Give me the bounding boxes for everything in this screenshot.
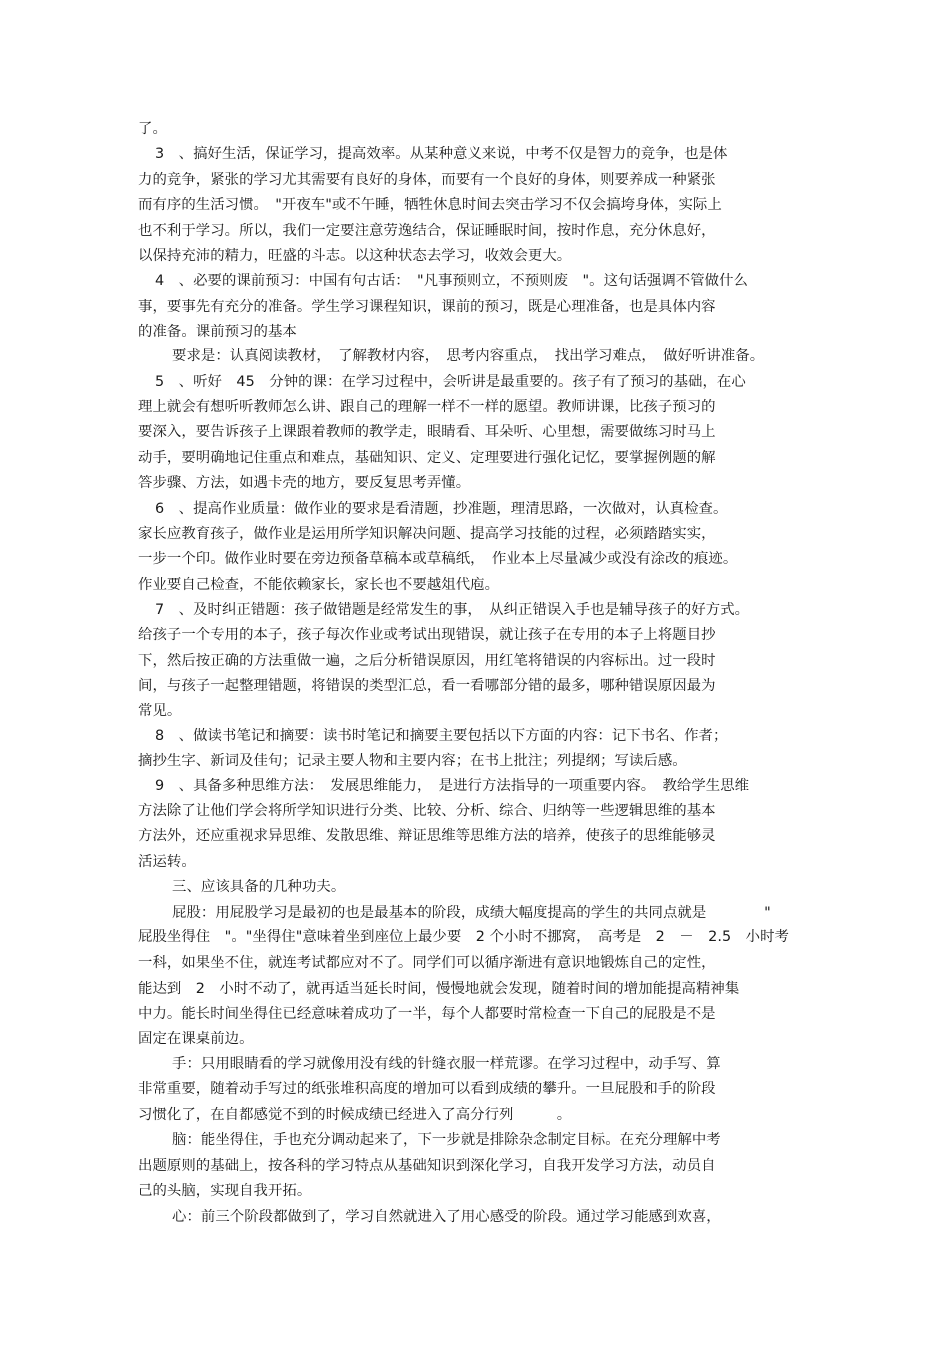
text-line: 8 、做读书笔记和摘要：读书时笔记和摘要主要包括以下方面的内容：记下书名、作者； [155,728,728,744]
text-line: 三、应该具备的几种功夫。 [172,879,346,895]
text-line: 要深入，要告诉孩子上课跟着教师的教学走，眼睛看、耳朵听、心里想，需要做练习时马上 [138,424,716,440]
text-line: 5 、听好 45 分钟的课：在学习过程中，会听讲是最重要的。孩子有了预习的基础，在心 [155,374,746,390]
text-line: 屁股坐得住 "。"坐得住"意味着坐到座位上最少要 2 个小时不挪窝， 高考是 2 － 2.5 小时考 [138,929,789,945]
text-line: 一科，如果坐不住，就连考试都应对不了。同学们可以循序渐进有意识地锻炼自己的定性， [138,955,716,971]
text-line: 一步一个印。做作业时要在旁边预备草稿本或草稿纸， 作业本上尽量减少或没有涂改的痕迹。 [138,551,738,567]
text-line: 摘抄生字、新词及佳句；记录主要人物和主要内容；在书上批注；列提纲；写读后感。 [138,753,687,769]
text-line: 也不利于学习。所以，我们一定要注意劳逸结合，保证睡眠时间，按时作息，充分休息好， [138,223,716,239]
text-line: 常见。 [138,703,182,719]
text-line: 中力。能长时间坐得住已经意味着成功了一半，每个人都要时常检查一下自己的屁股是不是 [138,1006,716,1022]
text-line: 给孩子一个专用的本子，孩子每次作业或考试出现错误，就让孩子在专用的本子上将题目抄 [138,627,716,643]
text-line: 屁股：用屁股学习是最初的也是最基本的阶段，成绩大幅度提高的学生的共同点就是 " [172,905,771,921]
text-line: 的准备。课前预习的基本 [138,324,297,340]
text-line: 间，与孩子一起整理错题，将错误的类型汇总，看一看哪部分错的最多，哪种错误原因最为 [138,678,716,694]
text-line: 动手，要明确地记住重点和难点，基础知识、定义、定理要进行强化记忆，要掌握例题的解 [138,450,716,466]
text-line: 能达到 2 小时不动了，就再适当延长时间，慢慢地就会发现，随着时间的增加能提高精神集 [138,981,740,997]
text-line: 习惯化了，在自都感觉不到的时候成绩已经进入了高分行列 。 [138,1107,572,1123]
text-line: 6 、提高作业质量：做作业的要求是看清题，抄准题，理清思路，一次做对，认真检查。 [155,501,728,517]
text-line: 心：前三个阶段都做到了，学习自然就进入了用心感受的阶段。通过学习能感到欢喜， [172,1209,721,1225]
text-line: 而有序的生活习惯。 "开夜车"或不午睡，牺牲休息时间去突击学习不仅会搞垮身体，实际上 [138,197,722,213]
text-line: 下，然后按正确的方法重做一遍，之后分析错误原因，用红笔将错误的内容标出。过一段时 [138,653,716,669]
text-line: 固定在课桌前边。 [138,1031,254,1047]
text-line: 作业要自己检查，不能依赖家长，家长也不要越俎代庖。 [138,577,500,593]
text-line: 9 、具备多种思维方法： 发展思维能力， 是进行方法指导的一项重要内容。 教给学生思维 [155,778,750,794]
text-line: 4 、必要的课前预习：中国有句古话： "凡事预则立，不预则废 "。这句话强调不管做什么 [155,273,748,289]
text-line: 出题原则的基础上，按各科的学习特点从基础知识到深化学习，自我开发学习方法，动员自 [138,1158,716,1174]
text-line: 事，要事先有充分的准备。学生学习课程知识，课前的预习，既是心理准备，也是具体内容 [138,299,716,315]
text-line: 家长应教育孩子，做作业是运用所学知识解决问题、提高学习技能的过程，必须踏踏实实， [138,526,716,542]
text-line: 力的竞争，紧张的学习尤其需要有良好的身体，而要有一个良好的身体，则要养成一种紧张 [138,172,716,188]
text-line: 活运转。 [138,854,196,870]
text-line: 7 、及时纠正错题：孩子做错题是经常发生的事， 从纠正错误入手也是辅导孩子的好方式。 [155,602,750,618]
text-line: 3 、搞好生活，保证学习，提高效率。从某种意义来说，中考不仅是智力的竞争，也是体 [155,146,728,162]
text-line: 手：只用眼睛看的学习就像用没有线的针缝衣服一样荒谬。在学习过程中，动手写、算 [172,1056,721,1072]
text-line: 答步骤、方法，如遇卡壳的地方，要反复思考弄懂。 [138,475,471,491]
text-line: 己的头脑，实现自我开拓。 [138,1183,312,1199]
text-line: 以保持充沛的精力，旺盛的斗志。以这种状态去学习，收效会更大。 [138,248,572,264]
text-line: 了。 [138,121,167,137]
text-line: 脑：能坐得住，手也充分调动起来了，下一步就是排除杂念制定目标。在充分理解中考 [172,1132,721,1148]
text-line: 非常重要，随着动手写过的纸张堆积高度的增加可以看到成绩的攀升。一旦屁股和手的阶段 [138,1081,716,1097]
text-line: 要求是：认真阅读教材， 了解教材内容， 思考内容重点， 找出学习难点， 做好听讲准备。 [172,348,765,364]
text-line: 理上就会有想听听教师怎么讲、跟自己的理解一样不一样的愿望。教师讲课，比孩子预习的 [138,399,716,415]
text-line: 方法除了让他们学会将所学知识进行分类、比较、分析、综合、归纳等一些逻辑思维的基本 [138,803,716,819]
text-line: 方法外，还应重视求异思维、发散思维、辩证思维等思维方法的培养，使孩子的思维能够灵 [138,828,716,844]
